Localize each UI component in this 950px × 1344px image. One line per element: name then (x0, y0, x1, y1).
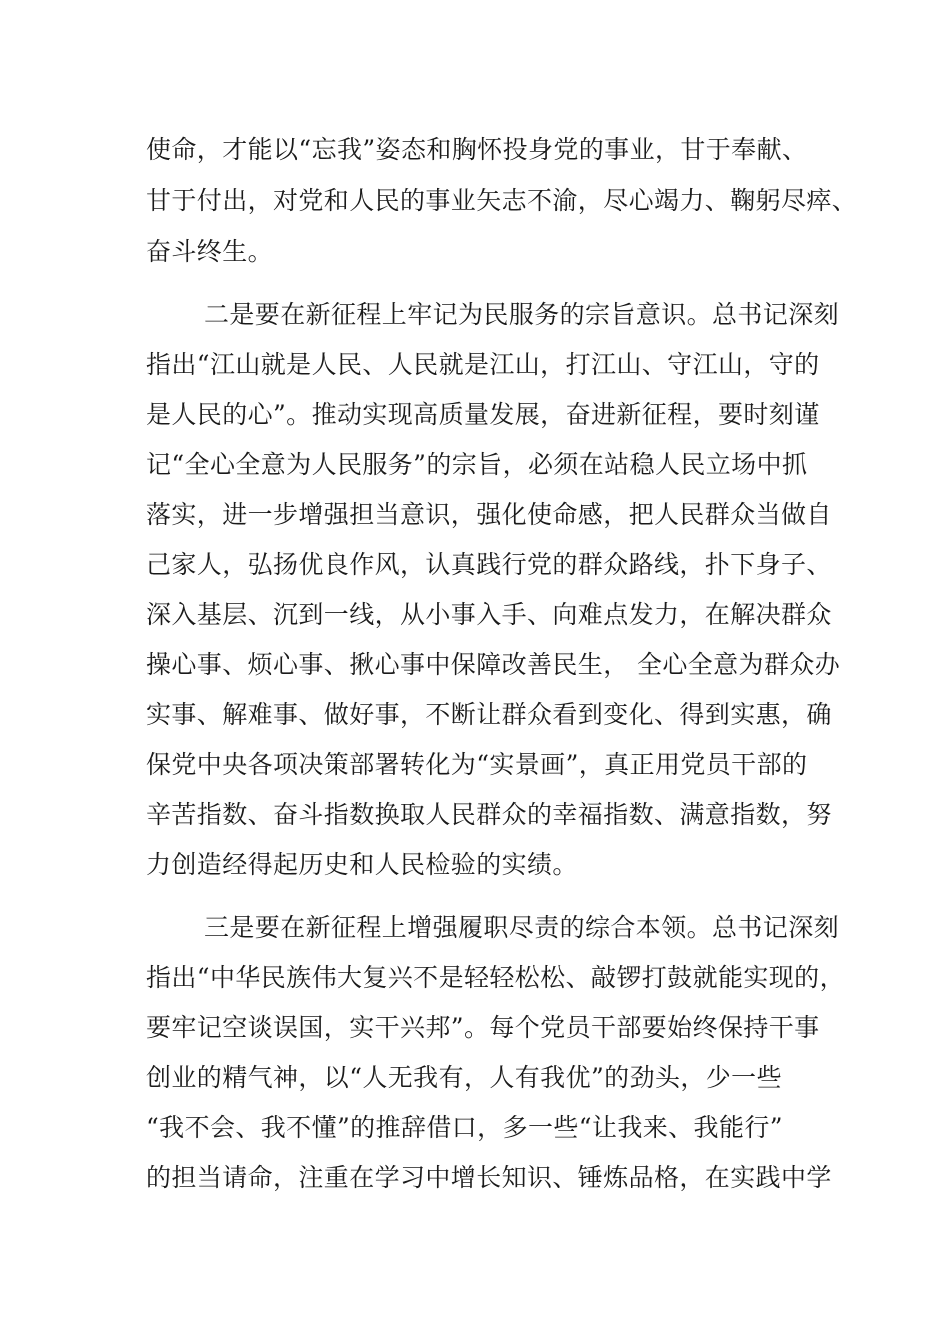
text-line: “我不会、我不懂”的推辞借口，多一些“让我来、我能行” (146, 1113, 783, 1142)
paragraph-first-line: 三是要在新征程上增强履职尽责的综合本领。总书记深刻 (204, 913, 840, 942)
text-line: 操心事、烦心事、揪心事中保障改善民生， 全心全意为群众办 (146, 650, 841, 679)
text-line: 指出“中华民族伟大复兴不是轻轻松松、敲锣打鼓就能实现的， (146, 963, 845, 992)
text-line: 落实，进一步增强担当意识，强化使命感，把人民群众当做自 (146, 500, 832, 529)
text-line: 甘于付出，对党和人民的事业矢志不渝，尽心竭力、鞠躬尽瘁、 (146, 186, 858, 215)
text-line: 创业的精气神，以“人无我有，人有我优”的劲头，少一些 (146, 1063, 782, 1092)
text-line: 是人民的心”。推动实现高质量发展，奋进新征程，要时刻谨 (146, 400, 820, 429)
text-line: 指出“江山就是人民、人民就是江山，打江山、守江山，守的 (146, 350, 820, 379)
text-line: 记“全心全意为人民服务”的宗旨，必须在站稳人民立场中抓 (146, 450, 808, 479)
text-line: 力创造经得起历史和人民检验的实绩。 (146, 850, 578, 879)
text-line: 保党中央各项决策部署转化为“实景画”，真正用党员干部的 (146, 750, 808, 779)
text-line: 的担当请命，注重在学习中增长知识、锤炼品格，在实践中学 (146, 1163, 832, 1192)
text-line: 奋斗终生。 (146, 237, 274, 266)
text-line: 深入基层、沉到一线，从小事入手、向难点发力，在解决群众 (146, 600, 832, 629)
text-line: 使命，才能以“忘我”姿态和胸怀投身党的事业，甘于奉献、 (146, 135, 808, 164)
paragraph-first-line: 二是要在新征程上牢记为民服务的宗旨意识。总书记深刻 (204, 300, 840, 329)
text-line: 要牢记空谈误国，实干兴邦”。每个党员干部要始终保持干事 (146, 1013, 820, 1042)
text-line: 辛苦指数、奋斗指数换取人民群众的幸福指数、满意指数，努 (146, 800, 832, 829)
text-line: 己家人，弘扬优良作风，认真践行党的群众路线，扑下身子、 (146, 550, 832, 579)
text-line: 实事、解难事、做好事，不断让群众看到变化、得到实惠，确 (146, 700, 832, 729)
